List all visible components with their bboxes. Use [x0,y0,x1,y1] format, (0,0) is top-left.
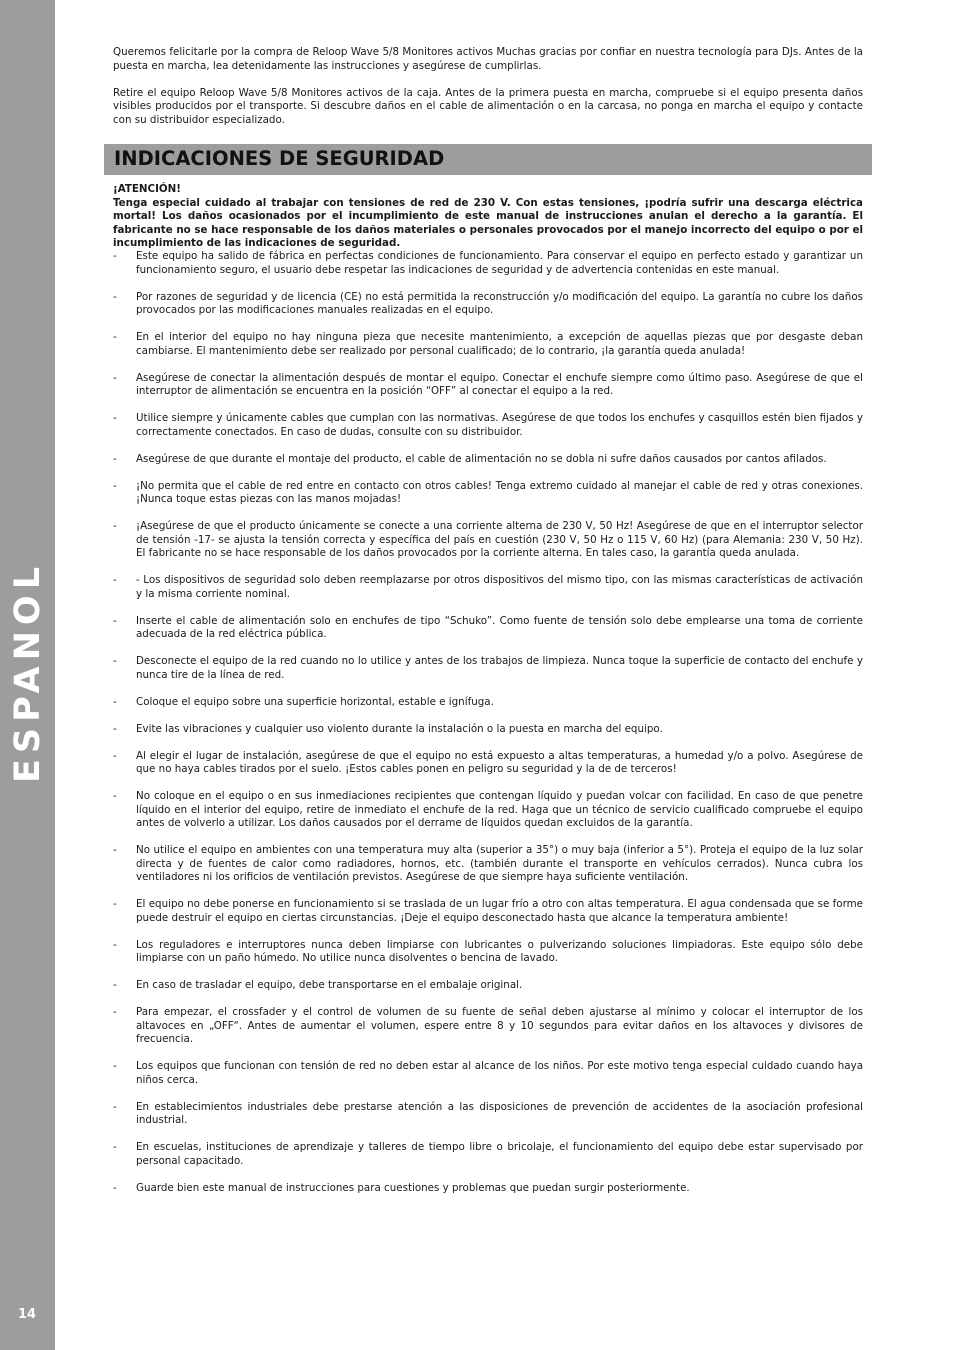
page-number: 14 [18,1307,37,1322]
safety-item [113,291,863,318]
safety-item-text: Los equipos que funcionan con tensión de red no deben estar al alcance de los niños. Por este motivo tenga especial cuidado cuando haya niños cerca. [136,1060,863,1086]
section-heading-band [104,144,872,175]
safety-item [113,844,863,885]
safety-item-text: En escuelas, instituciones de aprendizaje y talleres de tiempo libre o bricolaje, el funcionamiento del equipo debe estar supervisado por personal capacitado. [136,1141,863,1167]
safety-item-text: En caso de trasladar el equipo, debe transportarse en el embalaje original. [136,979,523,991]
safety-item-text: Coloque el equipo sobre una superficie horizontal, estable e ignífuga. [136,695,494,708]
bullet-dash: - [113,1181,117,1194]
safety-list [113,250,863,1209]
safety-item-text: Desconecte el equipo de la red cuando no lo utilice y antes de los trabajos de limpieza. Nunca toque la superficie de contacto del enchufe y nunca tire de la línea de red. [136,655,863,681]
safety-item-text: En el interior del equipo no hay ninguna pieza que necesite mantenimiento, a excepción de aquellas piezas que por desgaste deban cambiarse. El mantenimiento debe ser realizado por personal cualificado; de lo contrario, ¡la garantía queda anulada! [136,331,863,357]
safety-item [113,1006,863,1047]
bullet-dash: - [113,979,117,991]
safety-item [113,1060,863,1087]
safety-item [113,331,863,358]
safety-item-text: ¡Asegúrese de que el producto únicamente se conecte a una corriente alterna de 230 V, 50 Hz! Asegúrese de que en el interruptor selector de tensión -17- se ajusta la tensión correcta y específica del país en cuestión (230 V, 50 Hz o 115 V, 60 Hz) (para Alemania: 230 V, 50 Hz). El fabricante no se hace responsable de los daños provocados por la corriente alterna. En tales caso, la garantía queda anulada. [136,520,863,559]
safety-item [113,520,863,561]
safety-item [113,696,863,710]
safety-item-text: Los reguladores e interruptores nunca deben limpiarse con lubricantes o pulverizando soluciones limpiadoras. Este equipo sólo debe limpiarse con un paño húmedo. No utilice nunca disolventes o bencina de lavado. [136,938,863,964]
bullet-dash: - [113,479,117,492]
safety-item [113,615,863,642]
safety-item [113,750,863,777]
bullet-dash: - [113,371,117,384]
intro-paragraph-1: Queremos felicitarle por la compra de Reloop Wave 5/8 Monitores activos Muchas gracias por confiar en nuestra tecnología para DJs. Antes de la puesta en marcha, lea detenidamente las instrucciones y asegúrese de cumplirlas. [113,46,863,72]
safety-item [113,250,863,277]
warning-block [113,183,863,251]
safety-item-text: Asegúrese de que durante el montaje del producto, el cable de alimentación no se dobla ni sufre daños causados por cantos afilados. [136,452,827,465]
safety-item-text: Evite las vibraciones y cualquier uso violento durante la instalación o la puesta en marcha del equipo. [136,722,663,735]
bullet-dash: - [113,1006,117,1018]
bullet-dash: - [113,1060,117,1072]
safety-item-text: Para empezar, el crossfader y el control de volumen de su fuente de señal deben ajustarse al mínimo y colocar el interruptor de los altavoces en „OFF“. Antes de aumentar el volumen, espere entre 8 y 10 segundos para evitar daños en los altavoces y divisores de frecuencia. [136,1006,863,1045]
safety-item-text: No utilice el equipo en ambientes con una temperatura muy alta (superior a 35°) o muy baja (inferior a 5°). Proteja el equipo de la luz solar directa y de fuentes de calor como radiadores, hornos, etc. (también durante el transporte en vehículos cerrados). Nunca cubra los ventiladores ni los orificios de ventilación previstos. Asegúrese de que siempre haya suficiente ventilación. [136,844,863,883]
bullet-dash: - [113,614,117,627]
bullet-dash: - [113,790,117,802]
bullet-dash: - [113,574,117,586]
safety-item [113,723,863,737]
bullet-dash: - [113,520,117,532]
bullet-dash: - [113,1100,117,1113]
safety-item-text: Este equipo ha salido de fábrica en perfectas condiciones de funcionamiento. Para conservar el equipo en perfecto estado y garantizar un funcionamiento seguro, el usuario debe respetar las indicaciones de seguridad y de advertencia contenidas en este manual. [136,250,863,276]
warning-text: Tenga especial cuidado al trabajar con tensiones de red de 230 V. Con estas tensiones, ¡podría sufrir una descarga eléctrica mortal! Los daños ocasionados por el incumplimiento de este manual de instrucciones anulan el derecho a la garantía. El fabricante no se hace responsable de los daños materiales o personales provocados por el manejo incorrecto del equipo o por el incumplimiento de las indicaciones de seguridad. [113,196,863,249]
safety-item-text: - Los dispositivos de seguridad solo deben reemplazarse por otros dispositivos del mismo tipo, con las mismas características de activación y la misma corriente nominal. [136,574,863,600]
safety-item-text: Al elegir el lugar de instalación, asegúrese de que el equipo no está expuesto a altas temperaturas, a humedad y/o a polvo. Asegúrese de que no haya cables tirados por el suelo. ¡Estos cables ponen en peligro su seguridad y la de de terceros! [136,749,863,775]
bullet-dash: - [113,749,117,762]
bullet-dash: - [113,331,117,343]
bullet-dash: - [113,250,117,262]
safety-item-text: Utilice siempre y únicamente cables que cumplan con las normativas. Asegúrese de que todos los enchufes y casquillos estén bien fijados y correctamente conectados. En caso de dudas, consulte con su distribuidor. [136,412,863,438]
bullet-dash: - [113,898,117,910]
safety-item-text: Por razones de seguridad y de licencia (CE) no está permitida la reconstrucción y/o modificación del equipo. La garantía no cubre los daños provocados por las modificaciones manuales realizadas en el equipo. [136,290,863,316]
intro-paragraph-2: Retire el equipo Reloop Wave 5/8 Monitores activos de la caja. Antes de la primera puesta en marcha, compruebe si el equipo presenta daños visibles producidos por el transporte. Si descubre daños en el cable de alimentación o en la carcasa, no ponga en marcha el equipo y contacte con su distribuidor especializado. [113,86,863,126]
safety-item [113,574,863,601]
safety-item [113,939,863,966]
bullet-dash: - [113,412,117,424]
safety-item [113,1182,863,1196]
bullet-dash: - [113,695,117,708]
safety-item [113,453,863,467]
language-label: ESPANOL [8,561,48,783]
safety-item-text: Guarde bien este manual de instrucciones para cuestiones y problemas que puedan surgir posteriormente. [136,1181,690,1194]
safety-item [113,1101,863,1128]
safety-item-text: Asegúrese de conectar la alimentación después de montar el equipo. Conectar el enchufe siempre como último paso. Asegúrese de que el interruptor de alimentación se encuentra en la posición “OFF” al conectar el equipo a la red. [136,371,863,397]
safety-item [113,412,863,439]
safety-item-text: No coloque en el equipo o en sus inmediaciones recipientes que contengan líquido y puedan volcar con facilidad. En caso de que penetre líquido en el interior del equipo, retire de inmediato el enchufe de la red. Haga que un técnico de servicio cualificado compruebe el equipo antes de volverlo a utilizar. Los daños causados por el derrame de líquidos quedan excluidos de la garantía. [136,790,863,829]
safety-item [113,1141,863,1168]
safety-item-text: El equipo no debe ponerse en funcionamiento si se traslada de un lugar frío a otro con altas temperatura. El agua condensada que se forme puede destruir el equipo en ciertas circunstancias. ¡Deje el equipo desconectado hasta que alcance la temperatura ambiente! [136,898,863,924]
safety-item [113,898,863,925]
language-sidebar [0,0,55,1350]
bullet-dash: - [113,1141,117,1153]
intro-section [113,46,863,127]
bullet-dash: - [113,844,117,856]
safety-item-text: En establecimientos industriales debe prestarse atención a las disposiciones de prevención de accidentes de la asociación profesional industrial. [136,1100,863,1126]
safety-item [113,979,863,993]
safety-item-text: ¡No permita que el cable de red entre en contacto con otros cables! Tenga extremo cuidado al manejar el cable de red y otras conexiones. ¡Nunca toque estas piezas con las manos mojadas! [136,479,863,505]
safety-item-text: Inserte el cable de alimentación solo en enchufes de tipo “Schuko”. Como fuente de tensión solo debe emplearse una toma de corriente adecuada de la red eléctrica pública. [136,614,863,640]
safety-item [113,790,863,831]
section-title: INDICACIONES DE SEGURIDAD [114,147,445,170]
bullet-dash: - [113,452,117,465]
bullet-dash: - [113,290,117,303]
warning-title: ¡ATENCIÓN! [113,183,181,195]
safety-item [113,480,863,507]
safety-item [113,372,863,399]
safety-item [113,655,863,682]
bullet-dash: - [113,938,117,951]
bullet-dash: - [113,655,117,667]
bullet-dash: - [113,722,117,735]
